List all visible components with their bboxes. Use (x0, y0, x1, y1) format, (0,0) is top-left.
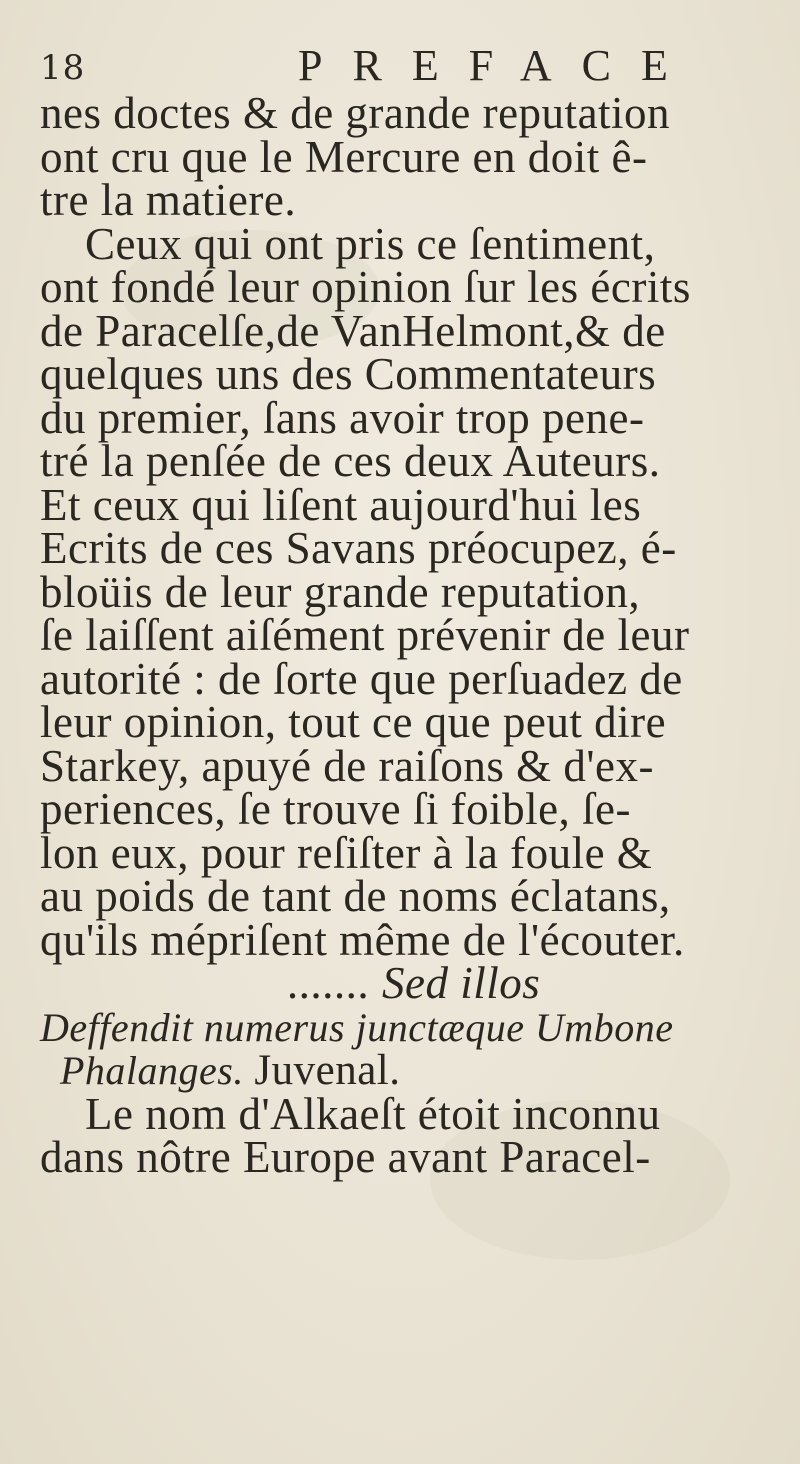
text-line: ſe laiſſent aiſément prévenir de leur (40, 610, 690, 660)
text-line: lon eux, pour reſiſter à la foule & (40, 827, 653, 878)
text-line: de Paracelſe,de VanHelmont,& de (40, 305, 666, 356)
latin-quotation: Deffendit numerus junctæque Umbone (40, 1004, 674, 1050)
text-line: Et ceux qui liſent aujourd'hui les (40, 479, 642, 530)
text-line: tré la penſée de ces deux Auteurs. (40, 436, 661, 486)
quotation-dots-line: ....... Sed illos (288, 958, 541, 1008)
paragraph-first-line: Le nom d'Alkaeſt étoit inconnu (85, 1088, 661, 1139)
text-line: ont cru que le Mercure en doit ê- (40, 131, 648, 182)
quotation-end-line (40, 1049, 770, 1093)
body-text (40, 88, 770, 1182)
text-line: ont fondé leur opinion ſur les écrits (40, 262, 691, 312)
text-line: quelques uns des Commentateurs (40, 349, 657, 399)
paragraph-first-line: Ceux qui ont pris ce ſentiment, (85, 218, 656, 269)
text-line: periences, ſe trouve ſi foible, ſe- (40, 784, 632, 834)
text-line: qu'ils mépriſent même de l'écouter. (40, 914, 685, 965)
text-line: Ecrits de ces Savans préocupez, é- (40, 523, 677, 573)
text-line: tre la matiere. (40, 175, 297, 225)
text-line: au poids de tant de noms éclatans, (40, 871, 671, 921)
text-line: nes doctes & de grande reputation (40, 88, 671, 138)
running-title: PREFACE (298, 41, 698, 90)
text-line: dans nôtre Europe avant Paracel- (40, 1132, 651, 1182)
text-line: autorité : de ſorte que perſuadez de (40, 653, 683, 704)
text-line: leur opinion, tout ce que peut dire (40, 697, 667, 747)
quotation-attribution: Juvenal. (254, 1047, 401, 1094)
text-line: du premier, ſans avoir trop pene- (40, 392, 645, 443)
page-number: 18 (40, 48, 86, 88)
text-line: Starkey, apuyé de raiſons & d'ex- (40, 740, 655, 791)
text-line: bloüis de leur grande reputation, (40, 566, 641, 617)
latin-quotation-end: Phalanges. (60, 1048, 244, 1093)
